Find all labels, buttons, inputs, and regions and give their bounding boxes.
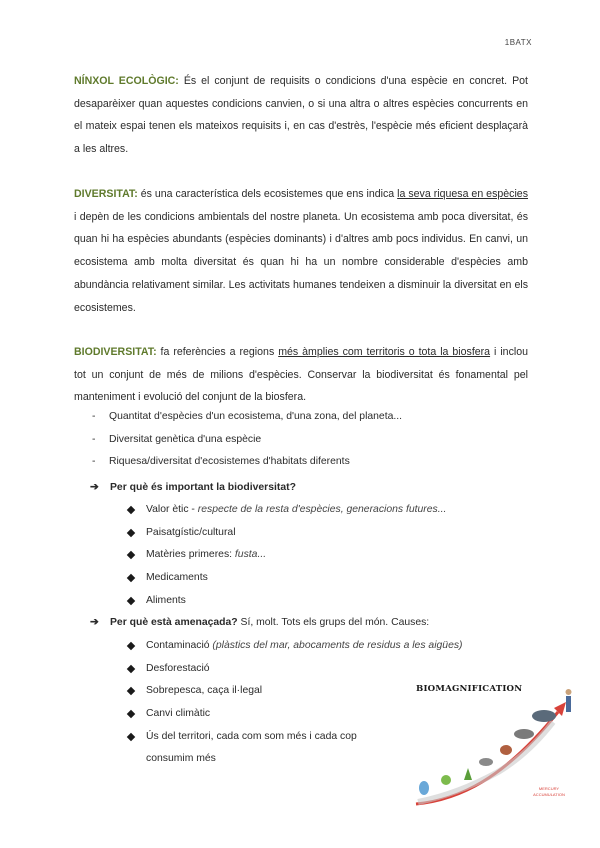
biodiversitat-text-b: i inclou tot un conjunt de més de milions d'espècies. Conservar la biodiversitat és fonamental pel manteniment i evolució del conjunt de la biosfera. — [74, 346, 528, 404]
biomagnification-figure — [408, 682, 578, 810]
ninxol-paragraph — [74, 70, 528, 161]
biodiversity-levels-list — [74, 406, 402, 474]
ninxol-term: NÍNXOL ECOLÒGIC: — [74, 75, 179, 87]
item-text: consumim més — [146, 753, 216, 765]
big-fish-icon — [532, 710, 556, 722]
ninxol-text: És el conjunt de requisits o condicions d'una espècie en concret. Pot desaparèixer quan aquestes condicions canvien, o si una altra o altres espècies concurrents en el mateix espai tenen els mateixos requisits i, en cas d'estrès, l'espècie més eficient desplaçarà a les altres. — [74, 75, 528, 156]
human-icon — [566, 696, 571, 712]
diamond-bullet-icon — [127, 687, 135, 695]
diamond-bullet-icon — [127, 733, 135, 741]
biomagnification-arrow — [416, 712, 558, 804]
item-text: Ús del territori, cada com som més i cada cop — [146, 730, 357, 742]
important-question — [90, 478, 296, 498]
item-text: Valor ètic - — [146, 504, 198, 515]
crustacean-icon — [500, 745, 512, 755]
list-item: - Quantitat d'espècies d'un ecosistema, d'una zona, del planeta... — [74, 406, 402, 429]
threat-answer: Sí, molt. Tots els grups del món. Causes: — [237, 617, 430, 628]
item-text: Desforestació — [146, 662, 210, 674]
header-label: 1BATX — [504, 38, 532, 47]
list-item: - Riquesa/diversitat d'ecosistemes d'habitats diferents — [74, 451, 402, 474]
list-item — [127, 499, 446, 522]
biodiversitat-term: BIODIVERSITAT: — [74, 346, 157, 358]
item-example: respecte de la resta d'espècies, generacions futures... — [197, 504, 447, 515]
diamond-bullet-icon — [127, 574, 135, 582]
list-item — [127, 567, 446, 590]
diversitat-underlined: la seva riquesa en espècies — [397, 188, 528, 200]
importance-list — [127, 499, 446, 612]
plankton-icon — [441, 775, 451, 785]
item-example: fusta... — [234, 549, 267, 561]
figure-caption-line-2: ACCUMULATION — [533, 792, 565, 797]
important-question-text: Per què és important la biodiversitat? — [110, 482, 296, 493]
biomagnification-illustration — [408, 682, 578, 810]
biodiversitat-text-a: fa referències a regions — [156, 346, 279, 358]
item-text: Medicaments — [146, 572, 208, 584]
figure-caption-line-1: MERCURY — [538, 786, 560, 791]
diamond-bullet-icon — [127, 528, 135, 536]
diamond-bullet-icon — [127, 642, 135, 650]
list-item — [127, 635, 463, 658]
biodiversitat-paragraph — [74, 341, 528, 409]
diversitat-text-b: i depèn de les condicions ambientals del nostre planeta. Un ecosistema amb poca diversitat, és quan hi ha espècies abundants (espècies dominants) i d'altres amb pocs individus. En canvi, un ecosistema amb molta diversitat és quan hi ha un nombre considerable d'espècies amb abundància relativament similar. Les activitats humanes tendeixen a disminuir la diversitat en els ecosistemes. — [74, 210, 528, 314]
biodiversitat-underlined: més àmplies com territoris o tota la biosfera — [278, 346, 491, 358]
item-text: Aliments — [146, 594, 186, 606]
small-fish-icon — [479, 758, 493, 766]
arrow-right-icon: ➔ — [90, 482, 99, 493]
human-head-icon — [566, 689, 572, 695]
item-text: Contaminació — [146, 640, 213, 651]
diamond-bullet-icon — [127, 664, 135, 672]
diversitat-text-a: és una característica dels ecosistemes que ens indica — [137, 188, 398, 200]
water-drop-icon — [419, 781, 429, 795]
diversitat-paragraph — [74, 183, 528, 319]
diversitat-term: DIVERSITAT: — [74, 188, 138, 200]
item-text: Canvi climàtic — [146, 708, 211, 720]
diamond-bullet-icon — [127, 551, 135, 559]
item-text: Matèries primeres: — [146, 549, 235, 561]
item-text: Sobrepesca, caça il·legal — [146, 685, 263, 697]
list-item — [127, 522, 446, 545]
fish-icon — [514, 729, 534, 739]
threat-question-text: Per què està amenaçada? — [110, 617, 238, 628]
diamond-bullet-icon — [127, 597, 135, 605]
list-item: - Diversitat genètica d'una espècie — [74, 429, 402, 452]
item-text: Paisatgístic/cultural — [146, 526, 236, 538]
threat-question — [90, 613, 429, 633]
diamond-bullet-icon — [127, 506, 135, 514]
plant-icon — [464, 768, 472, 780]
arrow-right-icon: ➔ — [90, 617, 99, 628]
list-item — [127, 590, 446, 613]
figure-title: BIOMAGNIFICATION — [416, 684, 523, 694]
list-item — [127, 658, 463, 681]
item-example: (plàstics del mar, abocaments de residus a les aigües) — [212, 640, 463, 651]
list-item — [127, 544, 446, 567]
diamond-bullet-icon — [127, 710, 135, 718]
